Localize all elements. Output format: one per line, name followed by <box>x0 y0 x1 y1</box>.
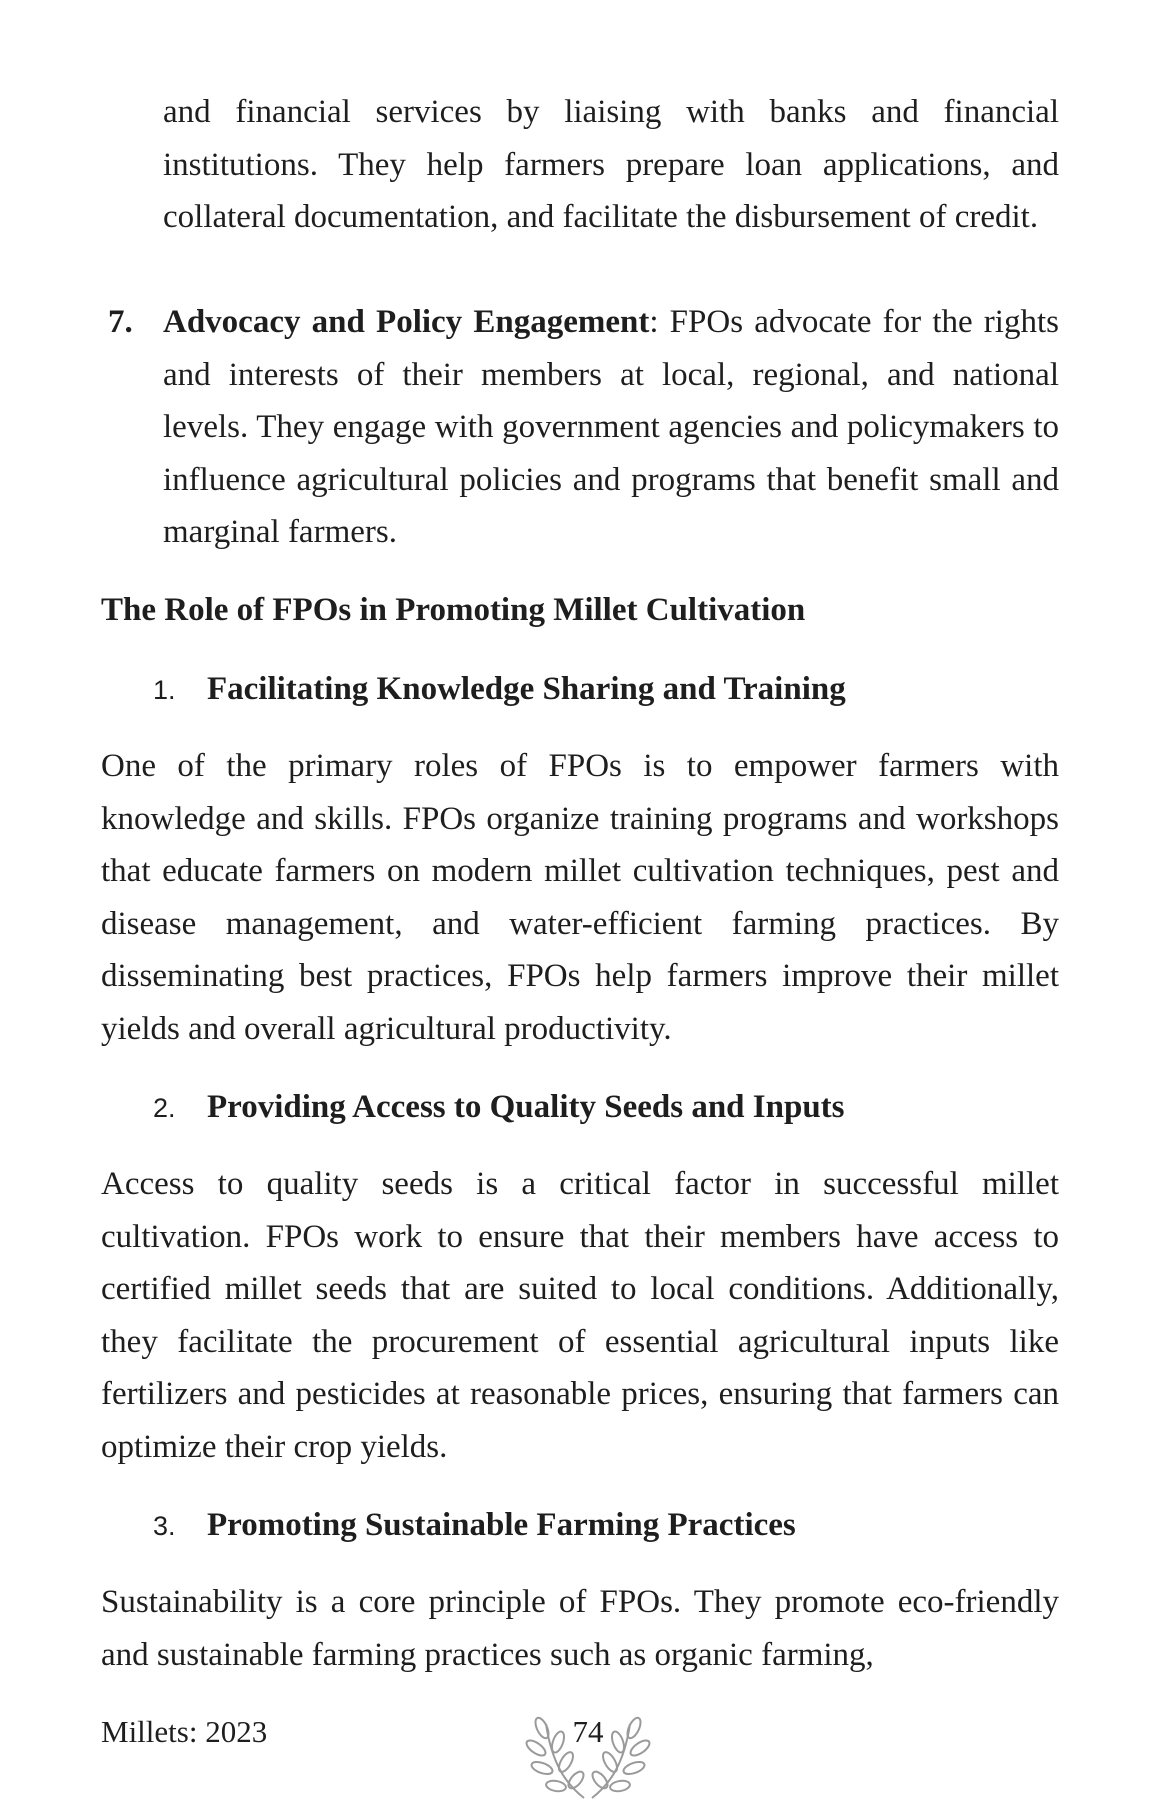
list-item-number: 7. <box>108 304 133 340</box>
list-item-7 <box>108 296 1059 559</box>
subsection-heading-3 <box>153 1499 796 1552</box>
subsection-heading-2 <box>153 1081 845 1134</box>
subsection-title: Providing Access to Quality Seeds and Inputs <box>207 1089 845 1125</box>
subsection-title: Facilitating Knowledge Sharing and Training <box>207 671 846 707</box>
subsection-paragraph-2: Access to quality seeds is a critical factor in successful millet cultivation. FPOs work to ensure that their members have access to certified millet seeds that are suited to local conditions. Additionally, they facilitate the procurement of essential agricultural inputs like fertilizers and pesticides at reasonable prices, ensuring that farmers can optimize their crop yields. <box>101 1166 1059 1465</box>
subsection-number: 1. <box>153 675 176 705</box>
page-number: 74 <box>572 1714 604 1749</box>
continued-paragraph: and financial services by liaising with banks and financial institutions. They help farmers prepare loan applications, and collateral documentation, and facilitate the disbursement of credit. <box>163 94 1059 235</box>
subsection-number: 3. <box>153 1511 176 1541</box>
subsection-heading-1 <box>153 663 846 716</box>
subsection-paragraph-3: Sustainability is a core principle of FPOs. They promote eco-friendly and sustainable farming practices such as organic farming, <box>101 1584 1059 1673</box>
subsection-paragraph-1: One of the primary roles of FPOs is to empower farmers with knowledge and skills. FPOs organize training programs and workshops that educate farmers on modern millet cultivation techniques, pest and disease management, and water-efficient farming practices. By disseminating best practices, FPOs help farmers improve their millet yields and overall agricultural productivity. <box>101 748 1059 1047</box>
list-item-text: : FPOs advocate for the rights and interests of their members at local, regional, and national levels. They engage with government agencies and policymakers to influence agricultural policies and programs that benefit small and marginal farmers. <box>163 304 1059 550</box>
list-item-title: Advocacy and Policy Engagement <box>163 304 650 340</box>
section-heading: The Role of FPOs in Promoting Millet Cultivation <box>101 592 806 628</box>
subsection-title: Promoting Sustainable Farming Practices <box>207 1507 796 1543</box>
footer-book-title: Millets: 2023 <box>101 1714 268 1749</box>
subsection-number: 2. <box>153 1093 176 1123</box>
list-item-body <box>163 296 1059 559</box>
